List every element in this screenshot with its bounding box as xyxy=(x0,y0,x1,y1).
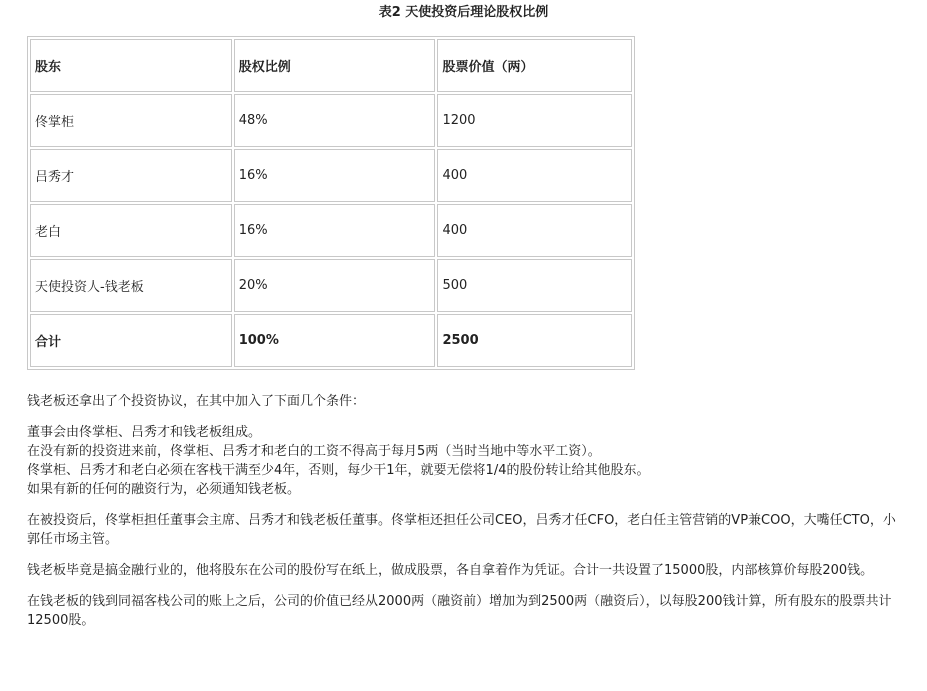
intro-paragraph: 钱老板还拿出了个投资协议，在其中加入了下面几个条件： xyxy=(27,394,366,409)
valuation-paragraph: 在钱老板的钱到同福客栈公司的账上之后，公司的价值已经从2000两（融资前）增加为到2500两（融资后），以每股200钱计算，所有股东的股票共计12500股。 xyxy=(27,594,892,628)
condition-line: 在没有新的投资进来前，佟掌柜、吕秀才和老白的工资不得高于每月5两（当时当地中等水平工资）。 xyxy=(27,444,601,459)
header-equity-ratio: 股权比例 xyxy=(234,39,436,92)
table-header-row xyxy=(30,39,632,92)
shares-paragraph: 钱老板毕竟是搞金融行业的，他将股东在公司的股份写在纸上，做成股票，各自拿着作为凭证。合计一共设置了15000股，内部核算价每股200钱。 xyxy=(27,563,874,578)
cell-share-value: 1200 xyxy=(437,94,632,147)
table-row xyxy=(30,204,632,257)
cell-total-value: 2500 xyxy=(437,314,632,367)
cell-share-value: 400 xyxy=(437,204,632,257)
header-share-value: 股票价值（两） xyxy=(437,39,632,92)
article-body xyxy=(27,392,907,642)
condition-line: 董事会由佟掌柜、吕秀才和钱老板组成。 xyxy=(27,425,262,440)
table-row xyxy=(30,259,632,312)
cell-share-value: 400 xyxy=(437,149,632,202)
cell-total-ratio: 100% xyxy=(234,314,436,367)
table-row xyxy=(30,149,632,202)
conditions-paragraph xyxy=(27,423,907,499)
roles-paragraph: 在被投资后，佟掌柜担任董事会主席、吕秀才和钱老板任董事。佟掌柜还担任公司CEO，吕秀才任CFO，老白任主管营销的VP兼COO，大嘴任CTO，小郭任市场主管。 xyxy=(27,513,896,547)
cell-equity-ratio: 20% xyxy=(234,259,436,312)
condition-line: 如果有新的任何的融资行为，必须通知钱老板。 xyxy=(27,482,301,497)
cell-total-label: 合计 xyxy=(30,314,232,367)
cell-shareholder: 吕秀才 xyxy=(30,149,232,202)
table-total-row xyxy=(30,314,632,367)
cell-shareholder: 老白 xyxy=(30,204,232,257)
equity-table xyxy=(27,36,635,370)
table-row xyxy=(30,94,632,147)
cell-equity-ratio: 48% xyxy=(234,94,436,147)
cell-shareholder: 天使投资人-钱老板 xyxy=(30,259,232,312)
condition-line: 佟掌柜、吕秀才和老白必须在客栈干满至少4年，否则，每少干1年，就要无偿将1/4的股份转让给其他股东。 xyxy=(27,463,650,478)
cell-equity-ratio: 16% xyxy=(234,204,436,257)
header-shareholder: 股东 xyxy=(30,39,232,92)
cell-share-value: 500 xyxy=(437,259,632,312)
cell-shareholder: 佟掌柜 xyxy=(30,94,232,147)
table-caption: 表2 天使投资后理论股权比例 xyxy=(378,5,549,20)
cell-equity-ratio: 16% xyxy=(234,149,436,202)
